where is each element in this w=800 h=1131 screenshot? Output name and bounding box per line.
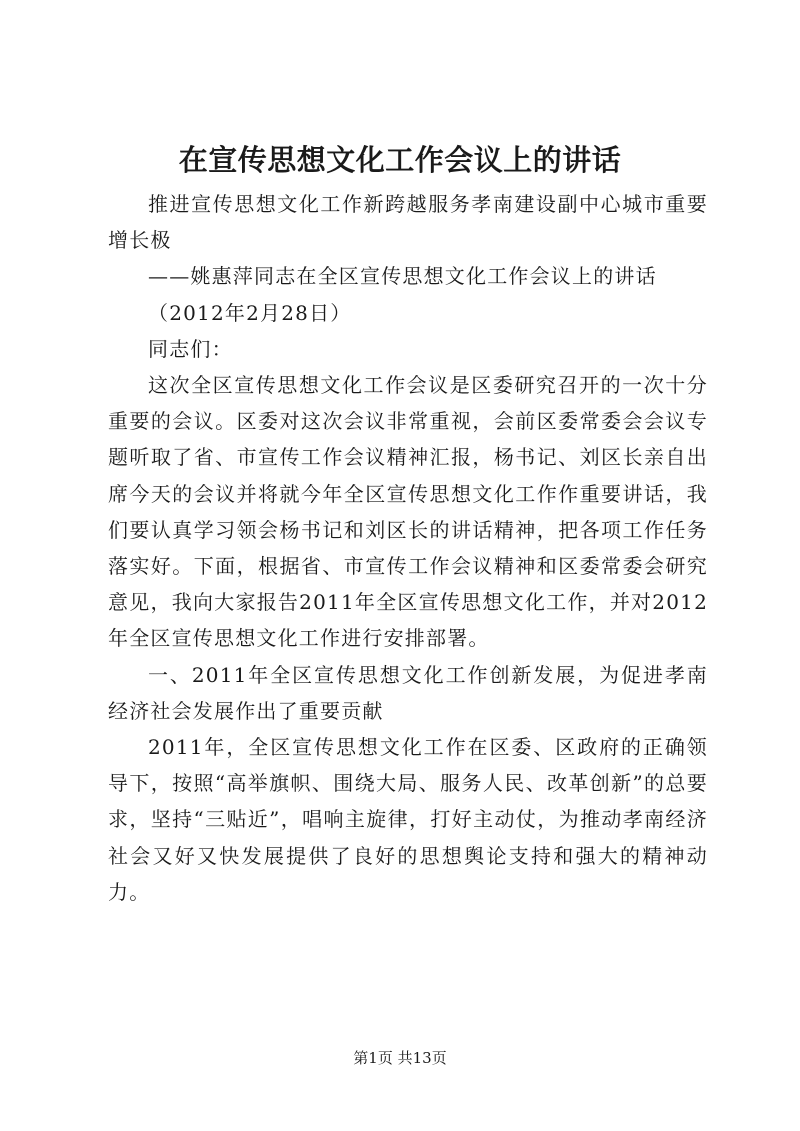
speaker-line: ——姚惠萍同志在全区宣传思想文化工作会议上的讲话 xyxy=(148,264,657,289)
subtitle-paragraph: 推进宣传思想文化工作新跨越服务孝南建设副中心城市重要增长极 xyxy=(108,192,708,253)
intro-paragraph: 这次全区宣传思想文化工作会议是区委研究召开的一次十分重要的会议。区委对这次会议非常重视，会前区委常委会会议专题听取了省、市宣传工作会议精神汇报，杨书记、刘区长亲自出席今天的会议并将就今年全区宣传思想文化工作作重要讲话，我们要认真学习领会杨书记和刘区长的讲话精神，把各项工作任务落实好。下面，根据省、市宣传工作会议精神和区委常委会研究意见，我向大家报告2011年全区宣传思想文化工作，并对2012年全区宣传思想文化工作进行安排部署。 xyxy=(108,373,708,651)
page-footer: 第1页 共13页 xyxy=(353,1049,447,1067)
document-body xyxy=(108,186,708,910)
document-title: 在宣传思想文化工作会议上的讲话 xyxy=(178,143,622,177)
section-heading: 一、2011年全区宣传思想文化工作创新发展，为促进孝南经济社会发展作出了重要贡献 xyxy=(108,662,708,723)
salutation: 同志们： xyxy=(148,336,233,361)
date-line: （2012年2月28日） xyxy=(148,300,352,325)
body-paragraph: 2011年，全区宣传思想文化工作在区委、区政府的正确领导下，按照“高举旗帜、围绕大局、服务人民、改革创新”的总要求，坚持“三贴近”，唱响主旋律，打好主动仗，为推动孝南经济社会又好又快发展提供了良好的思想舆论支持和强大的精神动力。 xyxy=(108,735,708,904)
